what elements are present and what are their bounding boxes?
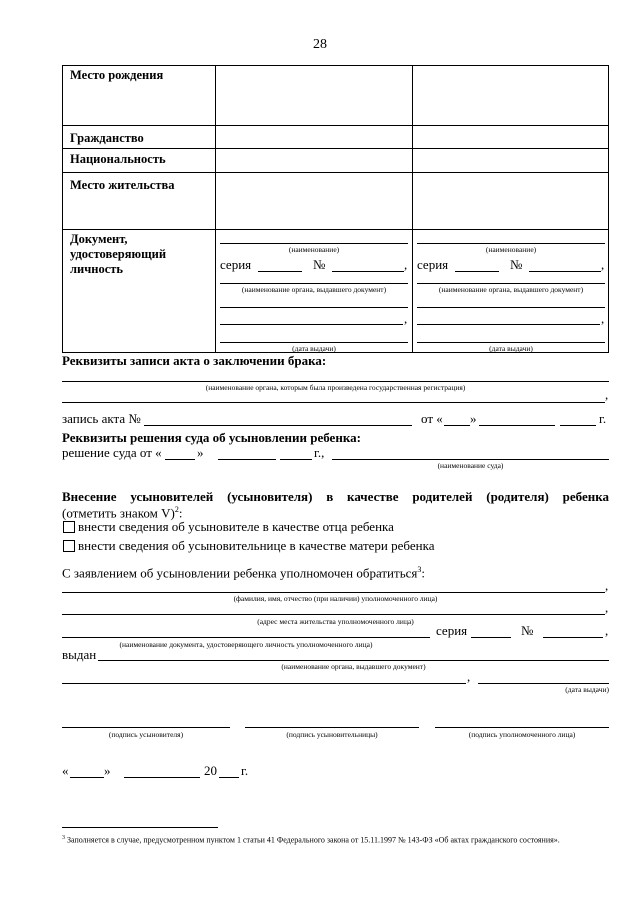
series-label: серия	[220, 257, 252, 272]
court-month-input[interactable]	[218, 459, 276, 460]
year-suffix: г.	[599, 411, 607, 426]
record-year-input[interactable]	[560, 425, 596, 426]
row-divider	[63, 172, 608, 173]
marriage-heading: Реквизиты записи акта о заключении брака:	[62, 353, 327, 368]
issue-date-line[interactable]	[220, 342, 408, 343]
entry-heading-word: Внесение	[62, 489, 117, 504]
mark-note-text: (отметить знаком V)	[62, 505, 175, 521]
date-open-quote: «	[62, 763, 69, 778]
signature-adopter-male-line[interactable]	[62, 727, 230, 728]
date-year-prefix: 20	[204, 763, 217, 778]
authorized-issuer-input-2[interactable]	[62, 683, 466, 684]
citizenship-label: Гражданство	[70, 131, 144, 145]
issuer-line-3[interactable]	[220, 324, 403, 325]
issued-label: выдан	[62, 647, 97, 662]
issue-date-caption: (дата выдачи)	[489, 344, 533, 353]
issuer-line-3[interactable]	[417, 324, 600, 325]
applicant-table	[62, 65, 609, 353]
authorized-lead-text: С заявлением об усыновлении ребенка уполномочен обратиться	[62, 565, 418, 581]
authorized-series-input[interactable]	[471, 637, 511, 638]
issuer-line[interactable]	[220, 283, 408, 284]
document-block-adopter-2: (наименование) серия № , (наименование органа, выдавшего документ) , (дата выдачи)	[417, 245, 605, 353]
date-day-input[interactable]	[70, 777, 104, 778]
registration-organ-line[interactable]	[62, 381, 609, 382]
number-input[interactable]	[332, 271, 404, 272]
court-decision-label: решение суда от «	[62, 445, 162, 460]
authorized-issuer-input[interactable]	[98, 660, 609, 661]
signature-adopter-female-line[interactable]	[245, 727, 419, 728]
entry-heading-word: (родителя)	[486, 489, 549, 504]
record-day-input[interactable]	[444, 425, 470, 426]
court-year-suffix: г.,	[314, 445, 325, 460]
footnote-ref: 2	[174, 505, 179, 514]
document-name-line[interactable]	[417, 243, 605, 244]
authorized-number-label: №	[521, 623, 534, 638]
court-name-input[interactable]	[332, 459, 609, 460]
signature-authorized-caption: (подпись уполномоченного лица)	[468, 730, 576, 739]
authorized-series-label: серия	[436, 623, 468, 638]
registration-organ-caption: (наименование органа, которым была произведена государственная регистрация)	[205, 383, 466, 392]
document-label: Документ, удостоверяющий личность	[70, 232, 167, 276]
entry-heading-word: ребенка	[562, 489, 609, 504]
issuer-caption: (наименование органа, выдавшего документ)	[438, 285, 584, 294]
signature-authorized-line[interactable]	[435, 727, 609, 728]
authorized-issuer-caption: (наименование органа, выдавшего документ)	[281, 662, 426, 671]
issuer-line-2[interactable]	[417, 307, 605, 308]
authorized-address-input[interactable]	[62, 614, 605, 615]
footnote-text: Заполняется в случае, предусмотренном пунктом 1 статьи 41 Федерального закона от 15.11.1997 № 143-ФЗ «Об актах гражданского состояния».	[67, 835, 560, 845]
record-from-label: от «	[421, 411, 443, 426]
birthplace-label: Место рождения	[70, 68, 164, 82]
entry-heading-word: усыновителей	[130, 489, 214, 504]
authorized-document-caption: (наименование документа, удостоверяющего личность уполномоченного лица)	[119, 640, 373, 649]
footnote-ref: 3	[417, 565, 422, 574]
issue-date-line[interactable]	[417, 342, 605, 343]
row-divider	[63, 125, 608, 126]
document-name-line[interactable]	[220, 243, 408, 244]
residence-label: Место жительства	[70, 178, 175, 192]
entry-heading-word: качестве	[347, 489, 399, 504]
page-number: 28	[313, 37, 327, 52]
father-option-label: внести сведения об усыновителе в качестве отца ребенка	[78, 519, 394, 534]
quote-close: »	[197, 445, 204, 460]
signature-adopter-female-caption: (подпись усыновительницы)	[286, 730, 378, 739]
court-name-caption: (наименование суда)	[437, 461, 504, 470]
record-month-input[interactable]	[479, 425, 555, 426]
issuer-line-2[interactable]	[220, 307, 408, 308]
record-number-label: запись акта №	[62, 411, 141, 426]
issue-date-caption: (дата выдачи)	[292, 344, 336, 353]
column-divider	[412, 66, 413, 352]
document-name-caption: (наименование)	[288, 245, 340, 254]
signature-adopter-male-caption: (подпись усыновителя)	[108, 730, 184, 739]
series-input[interactable]	[258, 271, 302, 272]
authorized-issue-date-input[interactable]	[478, 683, 609, 684]
document-block-adopter-1: (наименование) серия № , (наименование органа, выдавшего документ) , (дата выдачи)	[220, 245, 408, 353]
quote-close: »	[470, 411, 477, 426]
mark-note: (отметить знаком V)$^2$:	[62, 505, 183, 521]
court-day-input[interactable]	[165, 459, 195, 460]
entry-heading-word: родителей	[412, 489, 473, 504]
court-year-input[interactable]	[280, 459, 312, 460]
authorized-fio-caption: (фамилия, имя, отчество (при наличии) уполномоченного лица)	[233, 594, 438, 603]
footnote-separator	[62, 827, 218, 828]
authorized-lead: С заявлением об усыновлении ребенка уполномочен обратиться$^3$:	[62, 565, 425, 581]
authorized-number-input[interactable]	[543, 637, 603, 638]
entry-heading-word: (усыновителя)	[227, 489, 313, 504]
document-name-caption: (наименование)	[485, 245, 537, 254]
column-divider	[215, 66, 216, 352]
number-input[interactable]	[529, 271, 601, 272]
nationality-label: Национальность	[70, 152, 166, 166]
court-heading: Реквизиты решения суда об усыновлении ребенка:	[62, 430, 361, 445]
mother-option-label: внести сведения об усыновительнице в качестве матери ребенка	[78, 538, 435, 553]
footnote-marker: 3	[62, 835, 65, 841]
row-divider	[63, 148, 608, 149]
date-month-input[interactable]	[124, 777, 200, 778]
authorized-address-caption: (адрес места жительства уполномоченного лица)	[257, 617, 414, 626]
registration-organ-line-2[interactable]	[62, 402, 605, 403]
entry-heading	[62, 489, 609, 505]
father-checkbox[interactable]	[63, 521, 75, 533]
series-label: серия	[417, 257, 449, 272]
date-year-suffix: г.	[241, 763, 249, 778]
issuer-line[interactable]	[417, 283, 605, 284]
authorized-fio-input[interactable]	[62, 592, 605, 593]
date-year-input[interactable]	[219, 777, 239, 778]
entry-heading-word: в	[326, 489, 334, 504]
series-input[interactable]	[455, 271, 499, 272]
mother-checkbox[interactable]	[63, 540, 75, 552]
authorized-issue-date-caption: (дата выдачи)	[565, 685, 609, 694]
number-label: №	[313, 257, 326, 272]
number-label: №	[510, 257, 523, 272]
footnote	[62, 833, 609, 846]
record-number-input[interactable]	[144, 425, 412, 426]
date-close-quote: »	[104, 763, 111, 778]
row-divider	[63, 229, 608, 230]
authorized-document-input[interactable]	[62, 637, 430, 638]
issuer-caption: (наименование органа, выдавшего документ)	[241, 285, 387, 294]
